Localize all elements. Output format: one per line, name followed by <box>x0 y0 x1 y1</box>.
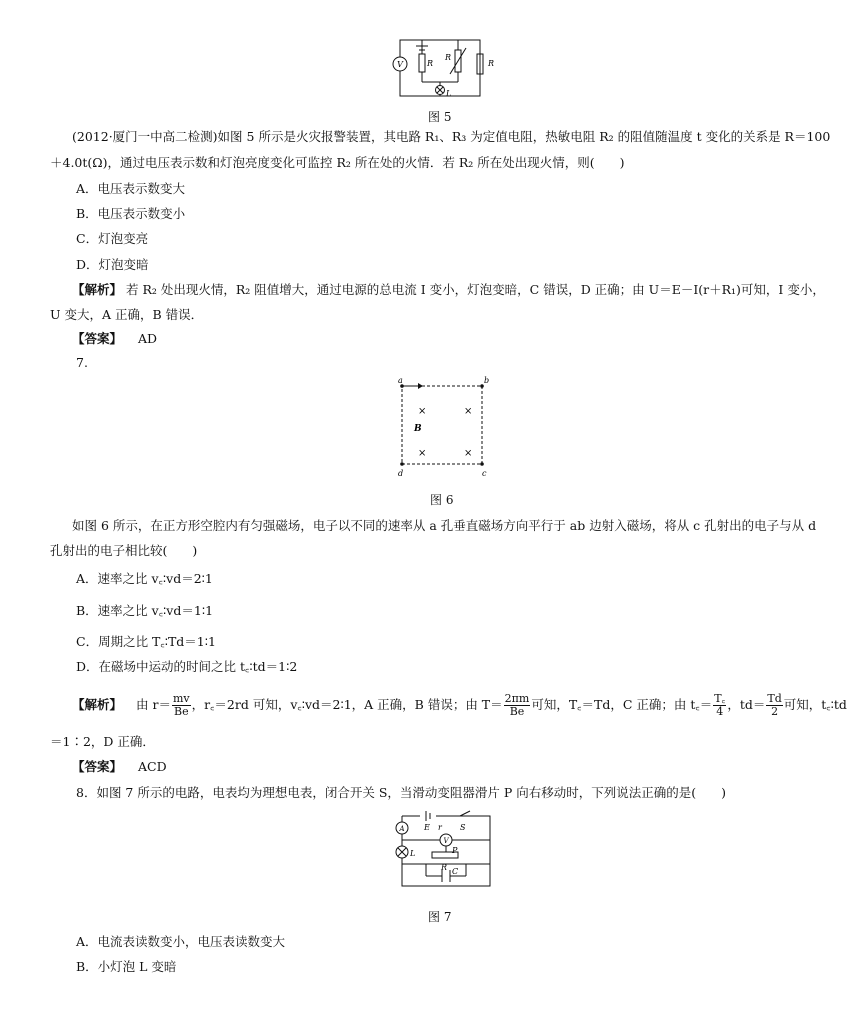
svg-text:V: V <box>443 837 449 845</box>
svg-text:a: a <box>398 376 403 385</box>
figure-7-circuit <box>386 808 516 898</box>
q6-analysis-line1 <box>72 281 825 299</box>
q6-option-a: A．电压表示数变大 <box>76 181 186 196</box>
q7-answer <box>72 758 167 776</box>
svg-text:R: R <box>427 59 434 68</box>
svg-text:R: R <box>445 53 452 62</box>
figure-5-caption: 图 5 <box>428 110 452 124</box>
cross-icon: × <box>418 448 427 459</box>
answer-tag: 【答案】 <box>72 759 123 774</box>
figure-6-caption: 图 6 <box>430 493 454 507</box>
cross-icon: × <box>464 406 473 417</box>
svg-text:b: b <box>484 376 490 385</box>
q7-option-c: C．周期之比 T꜀∶Td＝1∶1 <box>76 634 216 649</box>
q7-stem-line2: 孔射出的电子相比较( ) <box>50 543 198 558</box>
q6-option-b: B．电压表示数变小 <box>76 206 186 221</box>
q6-option-d: D．灯泡变暗 <box>76 257 149 272</box>
analysis-text: 若 R₂ 处出现火情，R₂ 阻值增大，通过电源的总电流 I 变小，灯泡变暗，C 错误，D 正确；由 U＝E－I(r＋R₁)可知，I 变小， <box>126 282 825 297</box>
svg-text:R: R <box>441 863 448 872</box>
q7-option-a: A．速率之比 v꜀∶vd＝2∶1 <box>76 571 213 586</box>
svg-text:A: A <box>399 825 405 833</box>
figure-7-caption: 图 7 <box>428 910 452 924</box>
q7-option-d: D．在磁场中运动的时间之比 t꜀∶td＝1∶2 <box>76 659 298 674</box>
svg-text:L: L <box>446 89 452 98</box>
figure-5-circuit <box>380 32 500 102</box>
q6-analysis-line2: U 变大，A 正确，B 错误． <box>50 307 204 322</box>
svg-text:E: E <box>424 823 430 832</box>
svg-text:S: S <box>460 823 466 832</box>
q6-option-c: C．灯泡变亮 <box>76 231 149 246</box>
svg-text:P: P <box>452 846 458 855</box>
q6-stem-line2: ＋4.0t(Ω)，通过电压表示数和灯泡亮度变化可监控 R₂ 所在处的火情．若 R₂ 所在处出现火情，则( ) <box>50 155 625 170</box>
q6-stem-line1: (2012·厦门一中高二检测)如图 5 所示是火灾报警装置，其电路 R₁、R₃ 为定值电阻，热敏电阻 R₂ 的阻值随温度 t 变化的关系是 R＝100 <box>72 129 831 144</box>
cross-icon: × <box>418 406 427 417</box>
svg-text:d: d <box>398 469 404 478</box>
q7-analysis-line1: 【解析】 由 r＝ $\frac{mv}{Be}$ ，r꜀＝2rd 可知，v꜀∶vd＝2∶1，A 正确，B 错误；由 T＝ $\frac{2\pi m}{Be}$ 可知，T꜀＝Td，C 正确；由 t꜀＝ $\frac{T꜀}{4}$ ，td＝ $\frac{Td}{2}$ 可知，t꜀∶td <box>72 692 847 718</box>
svg-text:V: V <box>397 60 403 69</box>
q7-analysis-line2: ＝1∶2，D 正确． <box>50 734 155 749</box>
q8-stem: 8．如图 7 所示的电路，电表均为理想电表，闭合开关 S，当滑动变阻器滑片 P 向右移动时，下列说法正确的是( ) <box>76 785 727 800</box>
fraction: $\frac{2\pi m}{Be}$ <box>504 692 530 718</box>
cross-icon: × <box>464 448 473 459</box>
q8-option-a: A．电流表读数变小，电压表读数变大 <box>76 934 286 949</box>
fraction: $\frac{Td}{2}$ <box>767 692 782 718</box>
q7-stem-line1: 如图 6 所示，在正方形空腔内有匀强磁场，电子以不同的速率从 a 孔垂直磁场方向平行于 ab 边射入磁场，将从 c 孔射出的电子与从 d <box>72 518 817 533</box>
analysis-text: 由 r＝ <box>136 697 171 712</box>
figure-6-square-cavity <box>392 378 502 478</box>
analysis-tag: 【解析】 <box>72 697 123 712</box>
svg-text:c: c <box>482 469 487 478</box>
svg-text:C: C <box>452 867 459 876</box>
fraction: $\frac{mv}{Be}$ <box>172 692 190 718</box>
svg-text:r: r <box>438 823 442 832</box>
q8-option-b: B．小灯泡 L 变暗 <box>76 959 177 974</box>
answer-value: ACD <box>138 759 167 774</box>
q6-answer <box>72 330 157 348</box>
svg-text:B: B <box>414 424 422 434</box>
answer-value: AD <box>138 331 158 346</box>
q7-number: 7. <box>76 355 88 370</box>
answer-tag: 【答案】 <box>72 331 123 346</box>
analysis-tag: 【解析】 <box>72 282 123 297</box>
svg-text:R: R <box>488 59 495 68</box>
svg-text:L: L <box>410 849 416 858</box>
fraction: $\frac{T꜀}{4}$ <box>714 692 726 718</box>
q7-option-b: B．速率之比 v꜀∶vd＝1∶1 <box>76 603 214 618</box>
